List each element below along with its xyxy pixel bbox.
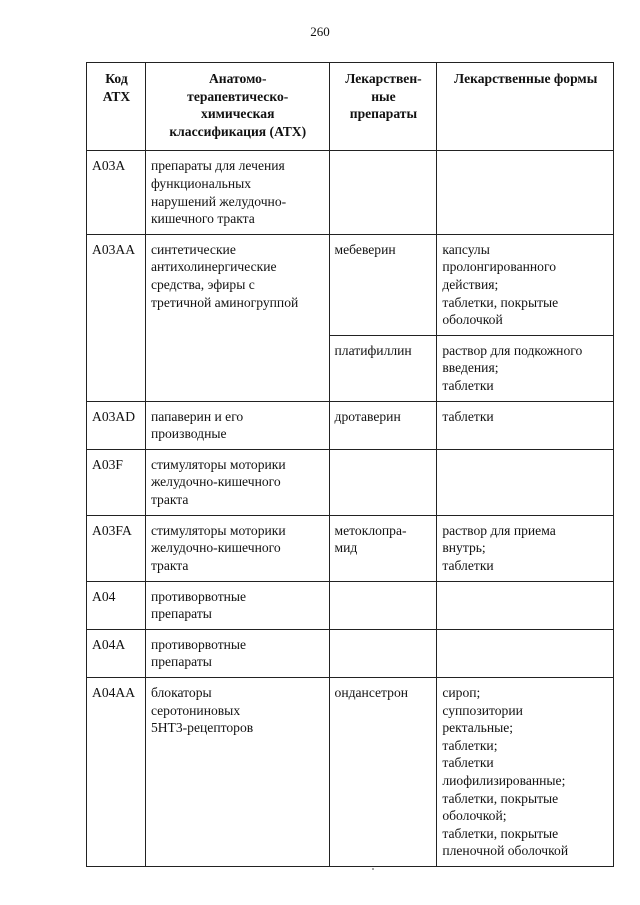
scan-speck [372, 868, 374, 870]
drug-cell: дротаверин [329, 401, 437, 449]
classification-cell: стимуляторы моторики желудочно-кишечного тракта [145, 515, 329, 581]
drug-cell: метоклопра- мид [329, 515, 437, 581]
page-number: 260 [310, 24, 330, 39]
drug-cell [329, 629, 437, 677]
dosage-form-cell [437, 449, 614, 515]
drug-cell: ондансетрон [329, 678, 437, 867]
atx-code-cell: A03F [87, 449, 146, 515]
drug-cell [329, 581, 437, 629]
table-row [87, 581, 614, 629]
table-row [87, 629, 614, 677]
atx-code-cell: A04AA [87, 678, 146, 867]
table-row [87, 515, 614, 581]
drug-cell: мебеверин [329, 234, 437, 335]
table-header-row [87, 63, 614, 151]
header-dosage-forms: Лекарственные формы [437, 63, 614, 151]
atx-code-cell: A03AA [87, 234, 146, 401]
dosage-form-cell: раствор для приема внутрь; таблетки [437, 515, 614, 581]
table-row [87, 401, 614, 449]
table-row [87, 678, 614, 867]
drug-cell: платифиллин [329, 335, 437, 401]
atx-code-cell: A03FA [87, 515, 146, 581]
classification-cell: противорвотные препараты [145, 581, 329, 629]
header-atx-code: Код АТХ [87, 63, 146, 151]
table-row [87, 234, 614, 335]
drug-cell [329, 151, 437, 234]
dosage-form-cell: таблетки [437, 401, 614, 449]
dosage-form-cell: капсулы пролонгированного действия; таблетки, покрытые оболочкой [437, 234, 614, 335]
atx-code-cell: A04 [87, 581, 146, 629]
classification-cell: синтетические антихолинергические средства, эфиры с третичной аминогруппой [145, 234, 329, 401]
classification-cell: стимуляторы моторики желудочно-кишечного тракта [145, 449, 329, 515]
classification-cell: противорвотные препараты [145, 629, 329, 677]
header-classification: Анатомо- терапевтическо- химическая классификация (АТХ) [145, 63, 329, 151]
drug-cell [329, 449, 437, 515]
dosage-form-cell [437, 151, 614, 234]
atx-code-cell: A04A [87, 629, 146, 677]
dosage-form-cell: сироп; суппозитории ректальные; таблетки; таблетки лиофилизированные; таблетки, покрытые оболочкой; таблетки, покрытые пленочной оболочкой [437, 678, 614, 867]
dosage-form-cell [437, 629, 614, 677]
dosage-form-cell [437, 581, 614, 629]
classification-cell: папаверин и его производные [145, 401, 329, 449]
atx-classification-table [86, 62, 614, 867]
table-row [87, 449, 614, 515]
atx-code-cell: A03A [87, 151, 146, 234]
table-row [87, 151, 614, 234]
classification-cell: препараты для лечения функциональных нарушений желудочно- кишечного тракта [145, 151, 329, 234]
dosage-form-cell: раствор для подкожного введения; таблетки [437, 335, 614, 401]
header-drugs: Лекарствен- ные препараты [329, 63, 437, 151]
classification-cell: блокаторы серотониновых 5HT3-рецепторов [145, 678, 329, 867]
atx-code-cell: A03AD [87, 401, 146, 449]
